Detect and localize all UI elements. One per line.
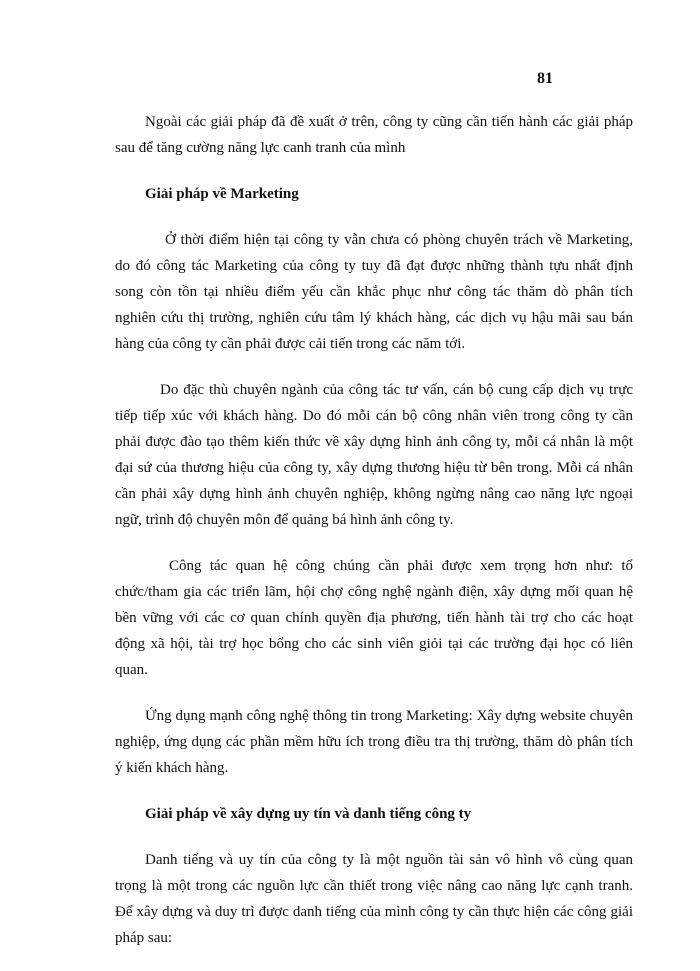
intro-paragraph: Ngoài các giải pháp đã đề xuất ở trên, công ty cũng cần tiến hành các giải pháp sau để tăng cường năng lực canh tranh của mình	[115, 114, 633, 156]
marketing-paragraph-2: Do đặc thù chuyên ngành của công tác tư vấn, cán bộ cung cấp dịch vụ trực tiếp tiếp xúc với khách hàng. Do đó mỗi cán bộ công nhân viên trong công ty cần phải được đào tạo thêm kiến thức về xây dựng hình ảnh công ty, mỗi cá nhân là một đại sứ của thương hiệu của công ty, xây dựng thương hiệu từ bên trong. Mỗi cá nhân cần phải xây dựng hình ảnh chuyên nghiệp, không ngừng nâng cao năng lực ngoại ngữ, trình độ chuyên môn để quảng bá hình ảnh công ty.	[115, 382, 633, 528]
page-number: 81	[537, 70, 553, 87]
marketing-paragraph-4: Ứng dụng mạnh công nghệ thông tin trong Marketing: Xây dựng website chuyên nghiệp, ứng dụng các phần mềm hữu ích trong điều tra thị trường, thăm dò phân tích ý kiến khách hàng.	[115, 708, 633, 776]
document-body	[115, 109, 633, 971]
marketing-paragraph-1: Ở thời điểm hiện tại công ty vẫn chưa có phòng chuyên trách về Marketing, do đó công tác Marketing của công ty tuy đã đạt được những thành tựu nhất định song còn tồn tại nhiều điểm yếu cần khắc phục như công tác thăm dò phân tích nghiên cứu thị trường, nghiên cứu tâm lý khách hàng, các dịch vụ hậu mãi sau bán hàng của công ty cần phải được cải tiến trong các năm tới.	[115, 232, 633, 352]
marketing-paragraph-3: Công tác quan hệ công chúng cần phải được xem trọng hơn như: tổ chức/tham gia các triển lãm, hội chợ công nghệ ngành điện, xây dựng mối quan hệ bền vững với các cơ quan chính quyền địa phương, tiến hành tài trợ cho các hoạt động xã hội, tài trợ học bổng cho các sinh viên giỏi tại các trường đại học có liên quan.	[115, 558, 633, 678]
section-heading-reputation: Giải pháp về xây dựng uy tín và danh tiếng công ty	[145, 806, 472, 822]
reputation-paragraph-1: Danh tiếng và uy tín của công ty là một nguồn tài sản vô hình vô cùng quan trọng là một trong các nguồn lực cần thiết trong việc nâng cao năng lực cạnh tranh. Để xây dựng và duy trì được danh tiếng của mình công ty cần thực hiện các công giải pháp sau:	[115, 852, 633, 946]
section-heading-marketing: Giải pháp về Marketing	[145, 186, 299, 202]
